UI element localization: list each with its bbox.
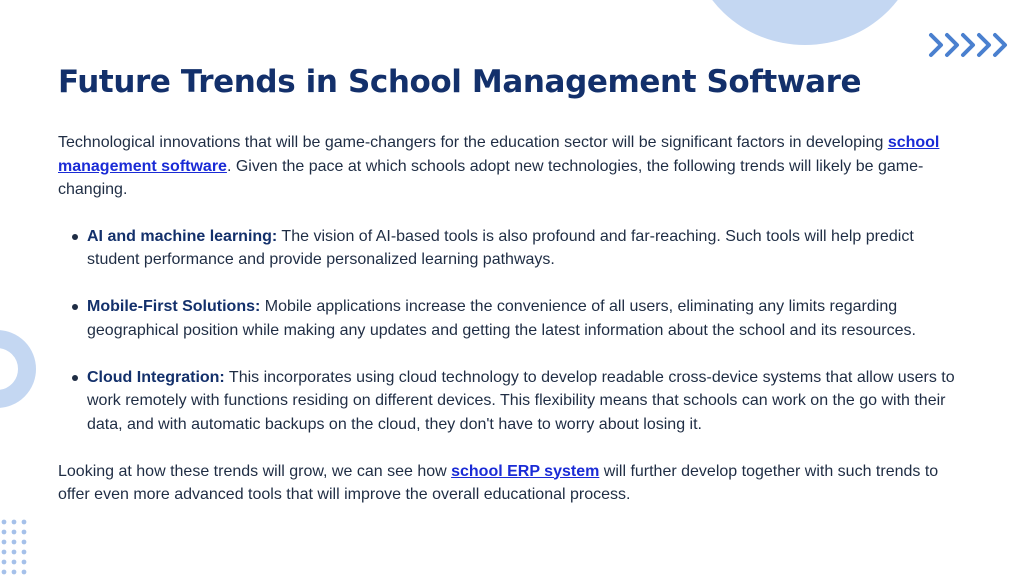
decorative-circle-top [690,0,920,45]
intro-text-before: Technological innovations that will be game-changers for the education sector will be significant factors in developing [58,134,888,151]
decorative-ring [0,330,36,408]
list-item-cloud [87,366,963,437]
list-item-ai [87,225,963,272]
school-management-software-link[interactable]: school management software [58,134,940,175]
bullet-text: This incorporates using cloud technology to develop readable cross-device systems that allow users to work remotely with functions residing on different devices. This flexibility means that schools can work on the go with their data, and with automatic backups on the cloud, they don't have to worry about losing it. [87,368,955,433]
intro-text-after: . Given the pace at which schools adopt new technologies, the following trends will likely be game-changing. [58,157,924,198]
trends-list [58,225,963,437]
dot-grid-decoration [0,518,32,576]
bullet-term: Cloud Integration: [87,368,225,386]
closing-paragraph [58,460,963,507]
slide-content [58,131,963,507]
bullet-term: AI and machine learning: [87,227,278,245]
closing-text-after: will further develop together with such trends to offer even more advanced tools that will improve the overall educational process. [58,462,939,503]
chevron-arrows-icon [928,32,1014,58]
bullet-term: Mobile-First Solutions: [87,298,261,315]
slide-title: Future Trends in School Management Software [58,64,862,100]
list-item-mobile [87,295,963,342]
bullet-text: Mobile applications increase the convenience of all users, eliminating any limits regarding geographical position while making any updates and getting the latest information about the school and its resources. [87,298,916,339]
closing-text-before: Looking at how these trends will grow, we can see how [58,462,452,480]
intro-paragraph [58,131,963,202]
bullet-text: The vision of AI-based tools is also profound and far-reaching. Such tools will help predict student performance and provide personalized learning pathways. [87,227,914,268]
school-erp-system-link[interactable]: school ERP system [451,462,600,480]
